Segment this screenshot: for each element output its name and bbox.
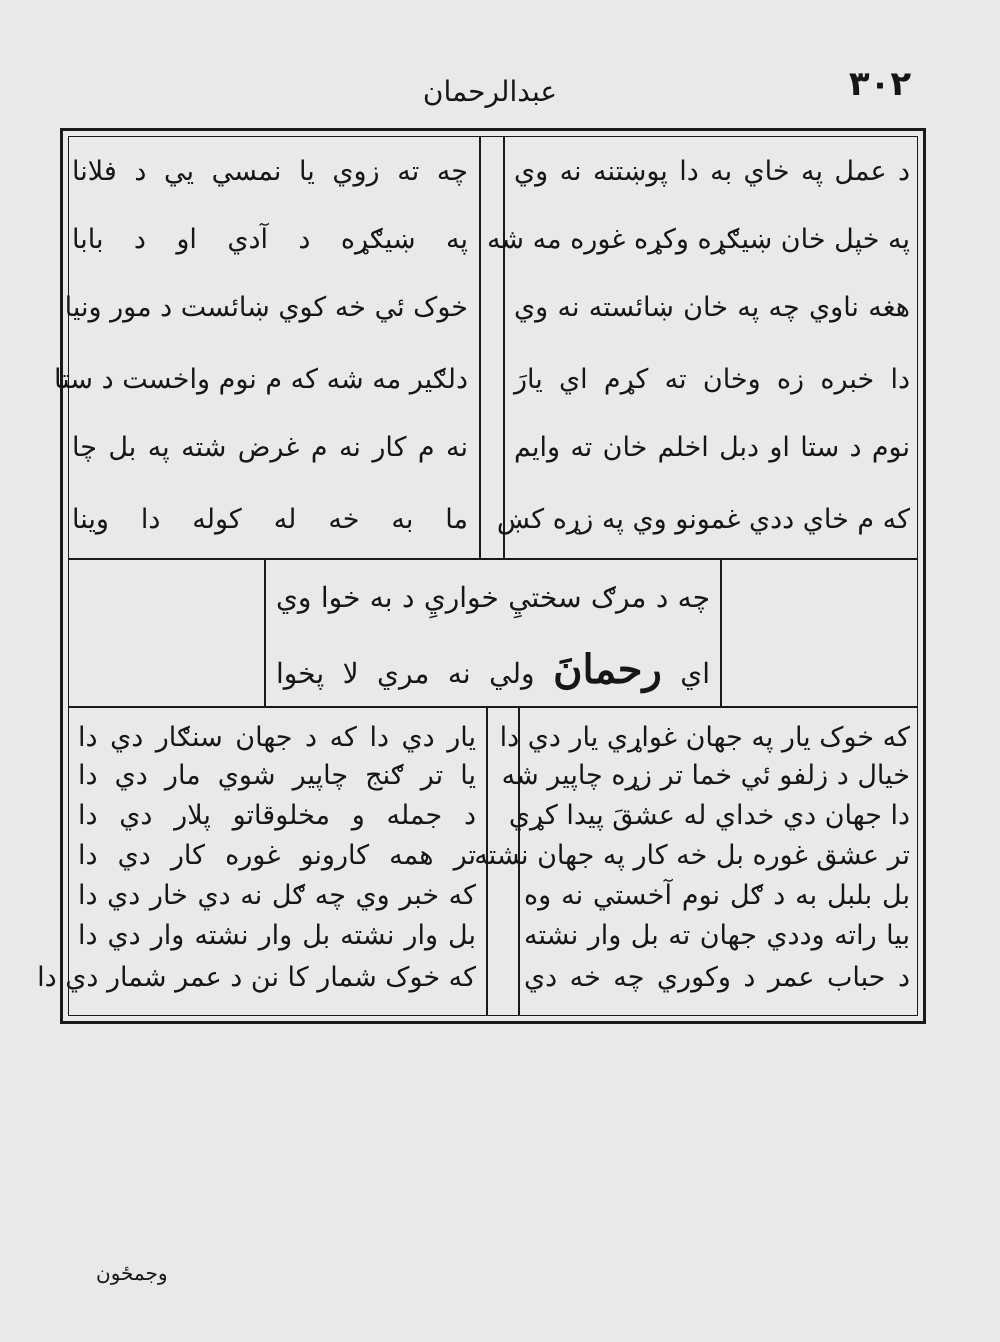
verse-line: د حباب عمر د وکوري چه خه دي [524,962,910,993]
verse-line: نه م کار نه م غرض شته په بل چا [72,432,468,463]
verse-line: د جمله و مخلوقاتو پلار دي دا [78,800,476,831]
verse-words: ولي نه مري لا پخوا [276,657,535,690]
page-number: ۳۰۲ [848,64,912,104]
verse-line: دلګير مه شه که م نوم واخست د ستا [54,364,468,395]
verse-line: په خپل خان ښيګړه وکړه غوره مه شه [486,224,910,255]
verse-line: ما به خه له کوله دا وينا [72,504,468,535]
verse-word: اي [680,657,710,690]
center-band-top [68,558,918,560]
bottom-left-column [37,716,476,1012]
verse-line: دا جهان دي خداي له عشقَ پيدا کړي [508,800,910,831]
poet-name: رحمانَ [553,646,662,693]
verse-line-signature [276,646,710,694]
verse-line: يار دي دا که د جهان سنګار دي دا [78,722,476,753]
verse-line: دا خبره زه وخان ته کړم اي يارَ [514,364,910,395]
running-title: عبدالرحمان [422,75,558,108]
top-column-divider [479,136,481,558]
verse-line: که خبر وي چه ګل نه دي خار دي دا [78,880,476,911]
center-box-right [720,558,722,706]
verse-line: په ښيګړه د آدي او د بابا [72,224,468,255]
verse-line: بل وار نشته بل وار نشته وار دي دا [78,920,476,951]
center-band-bottom [68,706,918,708]
verse-line: د عمل په خاي به دا پوښتنه نه وي [514,156,910,187]
verse-line: بيا راته وددي جهان ته بل وار نشته [524,920,910,951]
verse-line: چه ته زوي يا نمسي يي د فلانا [72,156,468,187]
verse-line: بل بلبل به د ګل نوم آخستي نه وه [524,880,910,911]
verse-line: که م خاي ددي غمونو وي په زړه کښ [496,504,910,535]
center-couplet [276,566,710,702]
verse-line: نوم د ستا او دبل اخلم خان ته وايم [514,432,910,463]
verse-line: چه د مرګ سختيِ خواريِ د به خوا وي [276,581,710,614]
verse-line: هغه ناوي چه په خان ښائسته نه وي [514,292,910,323]
center-box-left [264,558,266,706]
top-left-column [54,150,468,550]
verse-line: که خوک يار په جهان غواړي يار دي دا [499,722,910,753]
verse-line: تر همه کارونو غوره کار دي دا [78,840,476,871]
verse-line: که خوک شمار کا نن د عمر شمار دي دا [37,962,476,993]
catchword: وجمځون [96,1261,168,1285]
top-right-column [486,150,910,550]
verse-line: خوک ئي خه کوي ښائست د مور ونيا [64,292,468,323]
verse-line: تر عشق غوره بل خه کار په جهان نشته [474,840,910,871]
top-column-divider [503,136,505,558]
bottom-right-column [474,716,910,1012]
verse-line: يا تر ګنج چاپير شوي مار دي دا [78,760,476,791]
verse-line: خيال د زلفو ئي خما تر زړه چاپير شه [501,760,910,791]
